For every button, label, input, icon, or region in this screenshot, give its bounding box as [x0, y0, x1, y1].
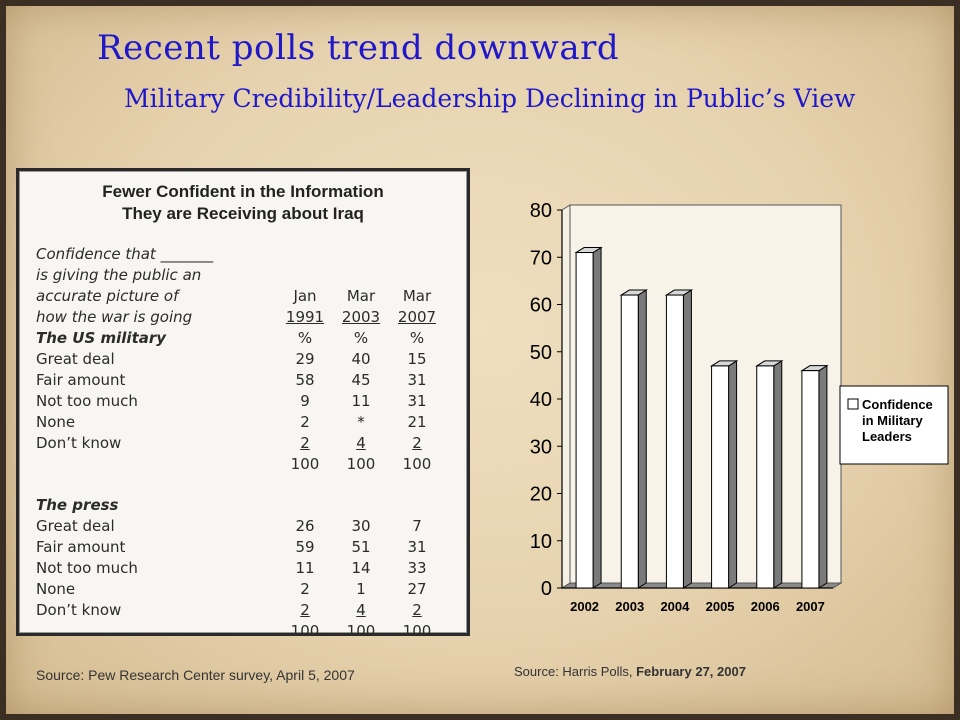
bar-front — [666, 295, 683, 588]
table-cell: 1 — [356, 580, 366, 598]
bar-front — [712, 366, 729, 588]
table-cell: 2 — [300, 601, 310, 619]
bar-front — [621, 295, 638, 588]
table-title-line-2: They are Receiving about Iraq — [122, 204, 364, 223]
table-cell: 2 — [300, 413, 310, 431]
bar-side — [774, 361, 782, 588]
slide-subtitle: Military Credibility/Leadership Declining in Public’s View — [124, 84, 856, 113]
x-tick-label: 2006 — [750, 599, 780, 614]
table-cell: 2 — [300, 580, 310, 598]
table-cell: 2 — [412, 434, 422, 452]
poll-table — [19, 171, 467, 640]
y-tick-label: 80 — [529, 200, 552, 222]
x-tick-label: 2002 — [570, 599, 600, 614]
x-tick-label: 2007 — [795, 599, 825, 614]
bar-side — [729, 361, 737, 588]
bar-2004 — [666, 290, 691, 588]
total-cell: 100 — [402, 622, 432, 640]
row-label: None — [36, 580, 76, 598]
column-month: Jan — [293, 287, 317, 305]
question-line: Confidence that _______ — [36, 245, 214, 263]
bar-side — [819, 366, 827, 588]
x-tick-label: 2004 — [660, 599, 690, 614]
table-cell: 4 — [356, 601, 366, 619]
chart-side-wall — [562, 205, 570, 588]
total-cell: 100 — [402, 455, 432, 473]
question-line: how the war is going — [36, 308, 193, 326]
harris-source-prefix: Source: Harris Polls, — [514, 664, 637, 679]
y-tick-label: 30 — [529, 436, 552, 459]
question-line: accurate picture of — [36, 287, 179, 305]
total-cell: 100 — [290, 622, 320, 640]
section-heading: The US military — [36, 329, 167, 347]
bar-front — [757, 366, 774, 588]
x-tick-label: 2005 — [705, 599, 735, 614]
legend-label: in Military — [862, 413, 923, 428]
table-cell: 31 — [407, 371, 427, 389]
legend-swatch — [848, 399, 858, 409]
column-year: 1991 — [285, 308, 325, 326]
table-cell: 29 — [295, 350, 315, 368]
bar-2006 — [757, 361, 782, 588]
legend-label: Leaders — [862, 429, 912, 444]
y-tick-label: 20 — [529, 483, 552, 506]
row-label: Don’t know — [36, 601, 122, 619]
column-month: Mar — [346, 287, 376, 305]
column-unit: % — [297, 329, 313, 347]
table-cell: 45 — [351, 371, 371, 389]
table-cell: 33 — [407, 559, 427, 577]
table-cell: 2 — [300, 434, 310, 452]
total-cell: 100 — [346, 622, 376, 640]
column-unit: % — [409, 329, 425, 347]
question-line: is giving the public an — [36, 266, 202, 284]
row-label: Great deal — [36, 350, 115, 368]
pew-source: Source: Pew Research Center survey, April 5, 2007 — [36, 667, 355, 683]
column-month: Mar — [402, 287, 432, 305]
harris-source-date: February 27, 2007 — [636, 664, 746, 679]
x-tick-label: 2003 — [615, 599, 645, 614]
table-cell: 31 — [407, 392, 427, 410]
table-cell: 7 — [412, 517, 422, 535]
bar-side — [593, 248, 601, 588]
table-cell: 59 — [295, 538, 315, 556]
total-cell: 100 — [346, 455, 376, 473]
table-title-line-1: Fewer Confident in the Information — [102, 182, 384, 201]
row-label: None — [36, 413, 76, 431]
table-cell: 51 — [351, 538, 371, 556]
harris-source — [514, 664, 746, 679]
table-cell: 40 — [351, 350, 371, 368]
bar-side — [638, 290, 646, 588]
row-label: Not too much — [36, 559, 138, 577]
bar-2005 — [712, 361, 737, 588]
column-year: 2003 — [341, 308, 381, 326]
table-cell: 27 — [407, 580, 427, 598]
table-cell: 2 — [412, 601, 422, 619]
bar-front — [802, 371, 819, 588]
table-cell: 4 — [356, 434, 366, 452]
table-cell: 11 — [295, 559, 315, 577]
y-tick-label: 40 — [529, 389, 552, 411]
bar-2007 — [802, 366, 827, 588]
row-label: Don’t know — [36, 434, 122, 452]
table-cell: * — [357, 413, 365, 431]
chart-floor — [562, 583, 841, 588]
table-cell: 15 — [407, 350, 427, 368]
table-cell: 31 — [407, 538, 427, 556]
table-cell: 58 — [295, 371, 315, 389]
table-cell: 9 — [300, 392, 310, 410]
bar-2002 — [576, 248, 601, 588]
slide-title: Recent polls trend downward — [97, 28, 620, 68]
poll-table-image — [16, 168, 470, 640]
y-tick-label: 70 — [529, 247, 552, 270]
table-cell: 14 — [351, 559, 371, 577]
bar-side — [683, 290, 691, 588]
legend-label: Confidence — [862, 397, 933, 412]
column-unit: % — [353, 329, 369, 347]
table-cell: 21 — [407, 413, 427, 431]
bar-2003 — [621, 290, 646, 588]
chart-back-wall — [570, 205, 841, 583]
row-label: Fair amount — [36, 371, 126, 389]
row-label: Great deal — [36, 517, 115, 535]
row-label: Not too much — [36, 392, 138, 410]
total-cell: 100 — [290, 455, 320, 473]
harris-bar-chart — [500, 190, 960, 620]
bar-front — [576, 253, 593, 588]
y-tick-label: 50 — [529, 341, 552, 364]
table-cell: 26 — [295, 517, 315, 535]
y-tick-label: 10 — [529, 530, 552, 553]
table-cell: 11 — [351, 392, 371, 410]
row-label: Fair amount — [36, 538, 126, 556]
table-cell: 30 — [351, 517, 371, 535]
y-tick-label: 0 — [540, 578, 552, 600]
y-tick-label: 60 — [529, 294, 552, 317]
section-heading: The press — [36, 496, 119, 514]
column-year: 2007 — [397, 308, 437, 326]
